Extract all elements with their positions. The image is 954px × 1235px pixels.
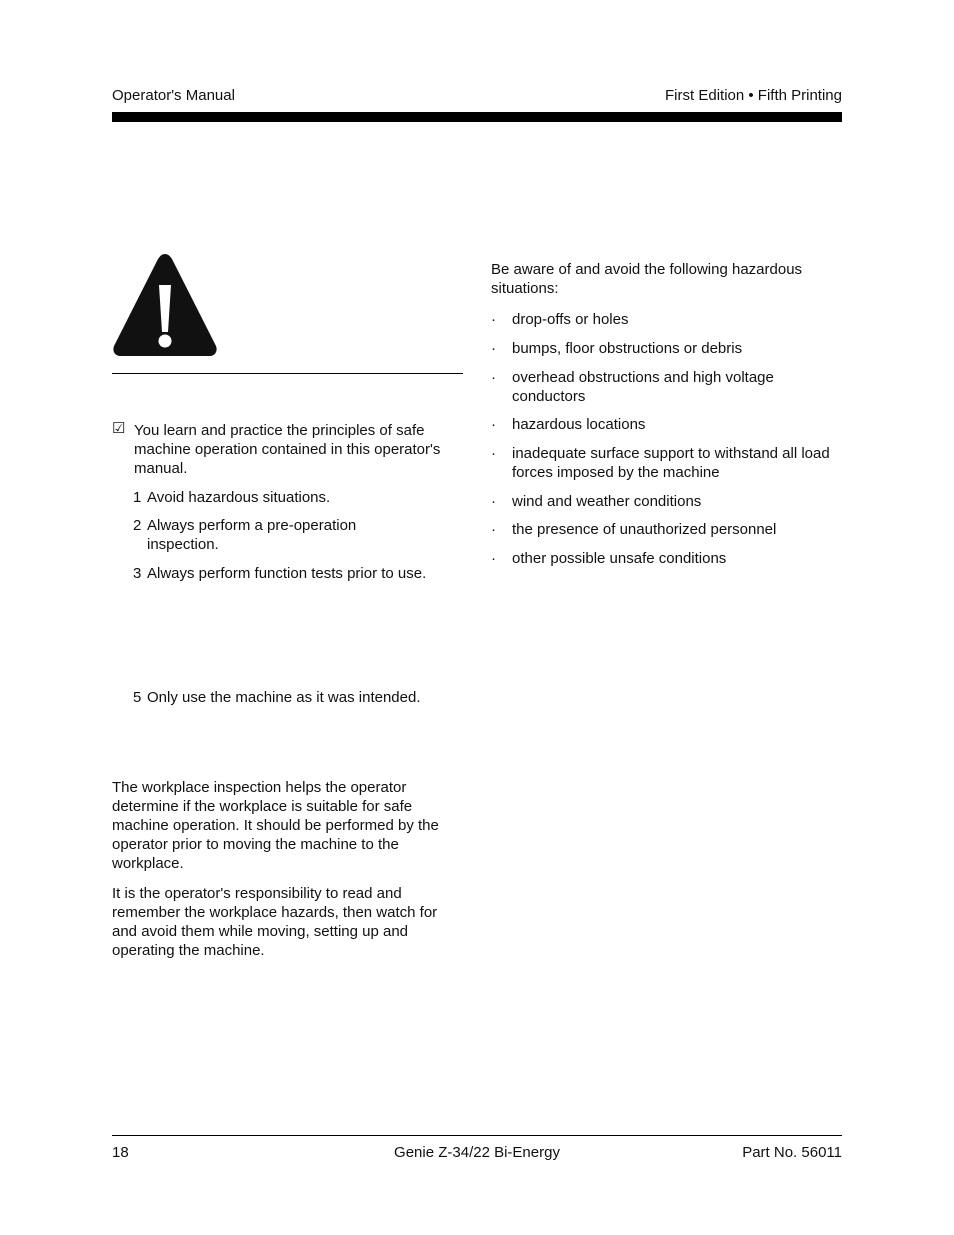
section-divider — [112, 373, 463, 374]
hazard-item — [491, 339, 841, 358]
hazard-item — [491, 444, 841, 482]
hazard-text: overhead obstructions and high voltage conductors — [512, 369, 774, 405]
hazard-item — [491, 549, 841, 568]
step-text: Avoid hazardous situations. — [147, 489, 331, 506]
hazard-text: bumps, floor obstructions or debris — [512, 340, 743, 357]
step-item — [133, 516, 393, 554]
checklist-item — [112, 421, 457, 478]
hazard-item — [491, 520, 841, 539]
hazard-item — [491, 310, 841, 329]
step-text: Only use the machine as it was intended. — [147, 689, 421, 706]
bullet-icon: · — [491, 493, 496, 510]
step-number: 2 — [133, 517, 142, 534]
checklist-text: You learn and practice the principles of safe machine operation contained in this operator's manual. — [134, 422, 441, 477]
bullet-icon: · — [491, 340, 496, 357]
hazard-text: hazardous locations — [512, 416, 646, 433]
bullet-icon: · — [491, 416, 496, 433]
warning-triangle-icon — [112, 252, 218, 358]
hazard-item — [491, 492, 841, 511]
hazard-text: wind and weather conditions — [512, 493, 702, 510]
hazard-text: other possible unsafe conditions — [512, 550, 727, 567]
hazard-text: the presence of unauthorized personnel — [512, 521, 777, 538]
footer-model: Genie Z-34/22 Bi-Energy — [394, 1144, 560, 1161]
step-text: Always perform function tests prior to use. — [147, 565, 427, 582]
hazard-text: inadequate surface support to withstand all load forces imposed by the machine — [512, 445, 830, 481]
operator-responsibility-paragraph: It is the operator's responsibility to read and remember the workplace hazards, then watch for and avoid them while moving, setting up and operating the machine. — [112, 885, 438, 959]
header-edition: First Edition • Fifth Printing — [665, 87, 842, 104]
step-number: 5 — [133, 689, 142, 706]
hazard-item — [491, 368, 801, 406]
workplace-inspection-paragraph: The workplace inspection helps the operator determine if the workplace is suitable for safe machine operation. It should be performed by the operator prior to moving the machine to the workplace. — [112, 779, 439, 872]
step-text: Always perform a pre-operation inspection. — [147, 517, 357, 553]
checkbox-icon: ☑ — [112, 420, 126, 437]
header-left-title: Operator's Manual — [112, 87, 235, 104]
step-item — [133, 564, 453, 583]
footer-part-number: Part No. 56011 — [742, 1144, 842, 1161]
step-number: 1 — [133, 489, 142, 506]
hazard-item — [491, 415, 841, 434]
bullet-icon: · — [491, 550, 496, 567]
bullet-icon: · — [491, 369, 496, 386]
hazard-text: drop-offs or holes — [512, 311, 629, 328]
header-bar — [112, 112, 842, 122]
step-item — [133, 488, 453, 507]
hazards-intro: Be aware of and avoid the following hazardous situations: — [491, 261, 803, 297]
bullet-icon: · — [491, 311, 496, 328]
step-number: 3 — [133, 565, 142, 582]
bullet-icon: · — [491, 445, 496, 462]
page-number: 18 — [112, 1144, 129, 1161]
footer-rule — [112, 1135, 842, 1136]
bullet-icon: · — [491, 521, 496, 538]
step-item — [133, 688, 453, 707]
